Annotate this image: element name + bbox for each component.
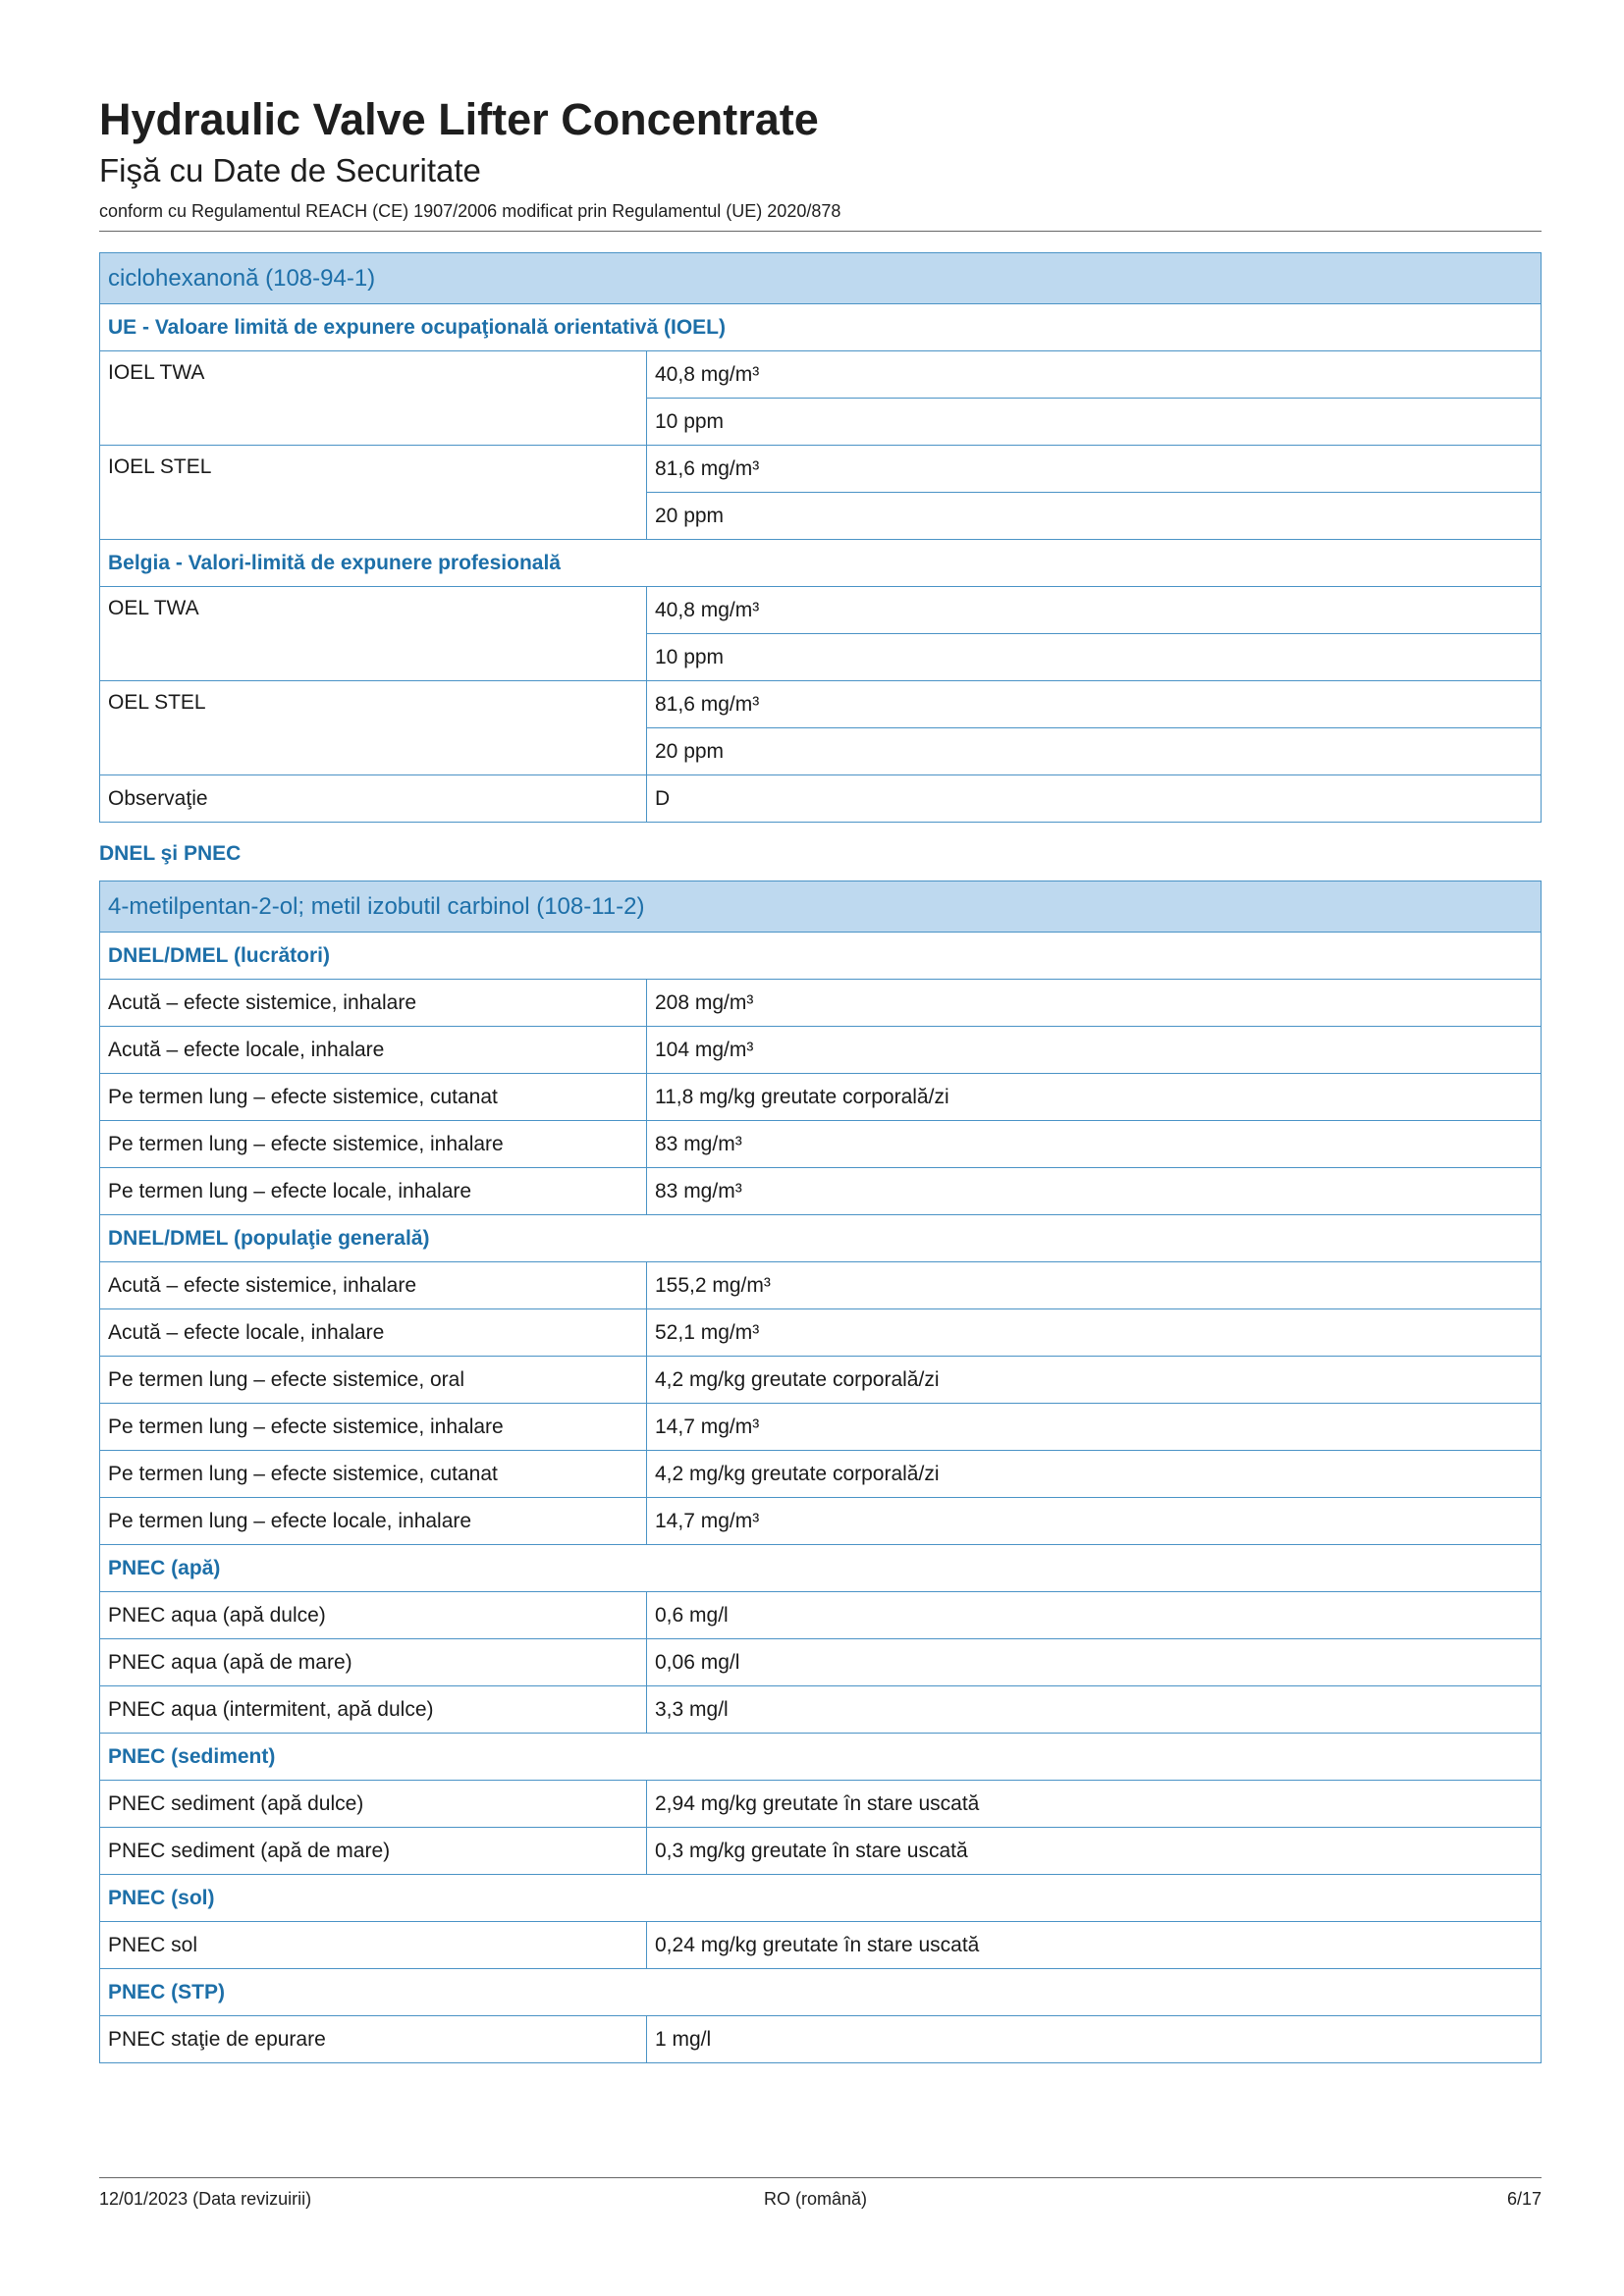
page-subtitle: Fişă cu Date de Securitate bbox=[99, 152, 481, 188]
row-value: 1 mg/l bbox=[647, 2016, 1542, 2063]
row-label: PNEC sol bbox=[100, 1922, 647, 1969]
table-row bbox=[100, 1686, 1542, 1734]
row-value: 14,7 mg/m³ bbox=[647, 1404, 1542, 1451]
cyclohexanone-table bbox=[99, 252, 1542, 823]
row-value: 0,06 mg/l bbox=[647, 1639, 1542, 1686]
table-row bbox=[100, 1639, 1542, 1686]
row-value: 104 mg/m³ bbox=[647, 1027, 1542, 1074]
table-row bbox=[100, 446, 1542, 493]
row-value: 14,7 mg/m³ bbox=[647, 1498, 1542, 1545]
row-label: PNEC aqua (apă de mare) bbox=[100, 1639, 647, 1686]
row-value: 0,6 mg/l bbox=[647, 1592, 1542, 1639]
ioel-twa-label: IOEL TWA bbox=[100, 351, 647, 446]
row-label: Acută – efecte sistemice, inhalare bbox=[100, 1262, 647, 1309]
ioel-stel-label: IOEL STEL bbox=[100, 446, 647, 540]
dnel-pnec-heading: DNEL şi PNEC bbox=[99, 842, 242, 865]
row-label: Acută – efecte locale, inhalare bbox=[100, 1027, 647, 1074]
methyl-isobutyl-carbinol-table bbox=[99, 881, 1542, 2063]
row-value: 0,3 mg/kg greutate în stare uscată bbox=[647, 1828, 1542, 1875]
section-header-row bbox=[100, 1545, 1542, 1592]
row-label: PNEC staţie de epurare bbox=[100, 2016, 647, 2063]
section-header-row bbox=[100, 1875, 1542, 1922]
oel-stel-label: OEL STEL bbox=[100, 681, 647, 775]
table-row bbox=[100, 1168, 1542, 1215]
table-row bbox=[100, 1027, 1542, 1074]
observation-value: D bbox=[647, 775, 1542, 823]
pnec-stp-header: PNEC (STP) bbox=[100, 1969, 1542, 2016]
oel-stel-value: 81,6 mg/m³ bbox=[647, 681, 1542, 728]
row-value: 11,8 mg/kg greutate corporală/zi bbox=[647, 1074, 1542, 1121]
ioel-stel-value: 20 ppm bbox=[647, 493, 1542, 540]
row-value: 155,2 mg/m³ bbox=[647, 1262, 1542, 1309]
table-row bbox=[100, 775, 1542, 823]
row-value: 2,94 mg/kg greutate în stare uscată bbox=[647, 1781, 1542, 1828]
table-title-row bbox=[100, 881, 1542, 933]
row-label: PNEC sediment (apă de mare) bbox=[100, 1828, 647, 1875]
table-title-row bbox=[100, 253, 1542, 304]
row-label: Pe termen lung – efecte sistemice, oral bbox=[100, 1357, 647, 1404]
row-label: Pe termen lung – efecte sistemice, inhalare bbox=[100, 1121, 647, 1168]
page-number: 6/17 bbox=[1506, 2189, 1542, 2209]
row-label: Pe termen lung – efecte sistemice, cutanat bbox=[100, 1074, 647, 1121]
oel-twa-value: 10 ppm bbox=[647, 634, 1542, 681]
table-row bbox=[100, 1309, 1542, 1357]
section-header-row bbox=[100, 304, 1542, 351]
observation-label: Observaţie bbox=[100, 775, 647, 823]
row-value: 52,1 mg/m³ bbox=[647, 1309, 1542, 1357]
section-header-row bbox=[100, 540, 1542, 587]
footer-divider bbox=[99, 2177, 1542, 2178]
oel-twa-label: OEL TWA bbox=[100, 587, 647, 681]
row-label: Pe termen lung – efecte sistemice, cutanat bbox=[100, 1451, 647, 1498]
revision-date: 12/01/2023 (Data revizuirii) bbox=[99, 2189, 312, 2209]
row-value: 3,3 mg/l bbox=[647, 1686, 1542, 1734]
ioel-twa-value: 10 ppm bbox=[647, 399, 1542, 446]
document-language: RO (română) bbox=[764, 2189, 868, 2209]
table-row bbox=[100, 1828, 1542, 1875]
dnel-general-header: DNEL/DMEL (populaţie generală) bbox=[100, 1215, 1542, 1262]
ioel-stel-value: 81,6 mg/m³ bbox=[647, 446, 1542, 493]
table-row bbox=[100, 1922, 1542, 1969]
table-row bbox=[100, 1262, 1542, 1309]
row-label: PNEC aqua (apă dulce) bbox=[100, 1592, 647, 1639]
oel-stel-value: 20 ppm bbox=[647, 728, 1542, 775]
ioel-header: UE - Valoare limită de expunere ocupaţională orientativă (IOEL) bbox=[100, 304, 1542, 351]
table-row bbox=[100, 1592, 1542, 1639]
table-row bbox=[100, 1121, 1542, 1168]
row-value: 0,24 mg/kg greutate în stare uscată bbox=[647, 1922, 1542, 1969]
section-header-row bbox=[100, 1969, 1542, 2016]
row-value: 208 mg/m³ bbox=[647, 980, 1542, 1027]
table-row bbox=[100, 2016, 1542, 2063]
row-label: Pe termen lung – efecte locale, inhalare bbox=[100, 1498, 647, 1545]
table-row bbox=[100, 980, 1542, 1027]
table-row bbox=[100, 1074, 1542, 1121]
row-value: 83 mg/m³ bbox=[647, 1121, 1542, 1168]
pnec-sediment-header: PNEC (sediment) bbox=[100, 1734, 1542, 1781]
table-row bbox=[100, 587, 1542, 634]
substance-title: ciclohexanonă (108-94-1) bbox=[100, 253, 1542, 304]
regulation-note: conform cu Regulamentul REACH (CE) 1907/2006 modificat prin Regulamentul (UE) 2020/878 bbox=[99, 201, 841, 221]
oel-twa-value: 40,8 mg/m³ bbox=[647, 587, 1542, 634]
row-label: PNEC sediment (apă dulce) bbox=[100, 1781, 647, 1828]
table-row bbox=[100, 1498, 1542, 1545]
row-value: 83 mg/m³ bbox=[647, 1168, 1542, 1215]
ioel-twa-value: 40,8 mg/m³ bbox=[647, 351, 1542, 399]
table-row bbox=[100, 351, 1542, 399]
section-header-row bbox=[100, 1734, 1542, 1781]
belgia-header: Belgia - Valori-limită de expunere profesională bbox=[100, 540, 1542, 587]
pnec-water-header: PNEC (apă) bbox=[100, 1545, 1542, 1592]
row-label: Pe termen lung – efecte locale, inhalare bbox=[100, 1168, 647, 1215]
page-title: Hydraulic Valve Lifter Concentrate bbox=[99, 94, 819, 144]
table-row bbox=[100, 1357, 1542, 1404]
table-row bbox=[100, 1451, 1542, 1498]
row-label: Acută – efecte locale, inhalare bbox=[100, 1309, 647, 1357]
row-label: PNEC aqua (intermitent, apă dulce) bbox=[100, 1686, 647, 1734]
dnel-workers-header: DNEL/DMEL (lucrători) bbox=[100, 933, 1542, 980]
section-header-row bbox=[100, 933, 1542, 980]
header-divider bbox=[99, 231, 1542, 232]
table-row bbox=[100, 681, 1542, 728]
row-label: Pe termen lung – efecte sistemice, inhalare bbox=[100, 1404, 647, 1451]
pnec-soil-header: PNEC (sol) bbox=[100, 1875, 1542, 1922]
row-label: Acută – efecte sistemice, inhalare bbox=[100, 980, 647, 1027]
table-row bbox=[100, 1404, 1542, 1451]
substance-title: 4-metilpentan-2-ol; metil izobutil carbinol (108-11-2) bbox=[100, 881, 1542, 933]
row-value: 4,2 mg/kg greutate corporală/zi bbox=[647, 1451, 1542, 1498]
section-header-row bbox=[100, 1215, 1542, 1262]
row-value: 4,2 mg/kg greutate corporală/zi bbox=[647, 1357, 1542, 1404]
table-row bbox=[100, 1781, 1542, 1828]
